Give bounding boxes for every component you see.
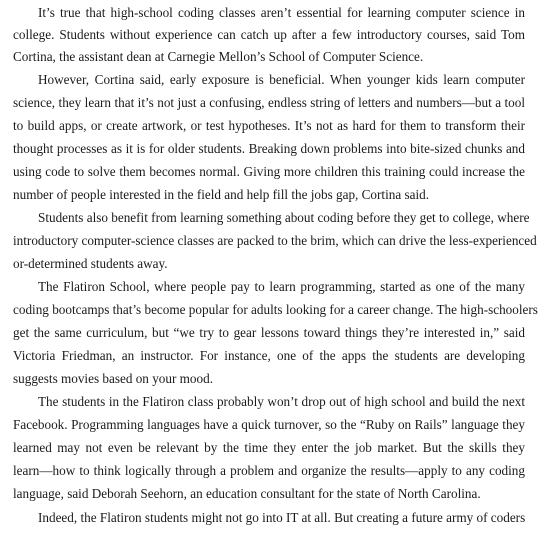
text-line: The students in the Flatiron class probably won’t drop out of high school and build the next [38,394,525,409]
text-line: Indeed, the Flatiron students might not go into IT at all. But creating a future army of coders [38,510,526,525]
text-line: learn—how to think logically through a problem and organize the results—apply to any coding [13,463,525,478]
text-line: language, said Deborah Seehorn, an education consultant for the state of North Carolina. [13,486,481,501]
text-line: However, Cortina said, early exposure is beneficial. When younger kids learn computer [38,72,525,87]
text-line: Students also benefit from learning something about coding before they get to college, where [38,210,530,225]
text-line: Cortina, the assistant dean at Carnegie Mellon’s School of Computer Science. [13,49,424,64]
text-line: college. Students without experience can catch up after a few introductory courses, said Tom [13,27,525,42]
text-line: suggests movies based on your mood. [13,371,213,386]
text-line: learned may not even be relevant by the time they enter the job market. But the skills they [13,440,525,455]
text-line: Victoria Friedman, an instructor. For instance, one of the apps the students are developing [13,348,525,363]
text-line: get the same curriculum, but “we try to gear lessons toward things they’re interested in,” said [13,325,525,340]
text-line: The Flatiron School, where people pay to learn programming, started as one of the many [38,279,525,294]
text-line: number of people interested in the field and help fill the jobs gap, Cortina said. [13,187,430,202]
text-line: Facebook. Programming languages have a quick turnover, so the “Ruby on Rails” language they [13,417,525,432]
text-line: coding bootcamps that’s become popular for adults looking for a career change. The high-schoolers [13,302,538,317]
text-line: science, they learn that it’s not just a confusing, endless string of letters and numbers—but a tool [13,95,525,110]
text-line: to build apps, or create artwork, or test hypotheses. It’s not as hard for them to transform their [13,118,525,133]
text-line: or-determined students away. [13,256,168,271]
text-line: thought processes as it is for older students. Breaking down problems into bite-sized chunks and [13,141,525,156]
text-line: introductory computer-science classes are packed to the brim, which can drive the less-experienced [13,233,537,248]
text-line: using code to solve them becomes normal. Giving more children this training could increase the [13,164,525,179]
text-line: It’s true that high-school coding classes aren’t essential for learning computer science in [38,5,525,20]
